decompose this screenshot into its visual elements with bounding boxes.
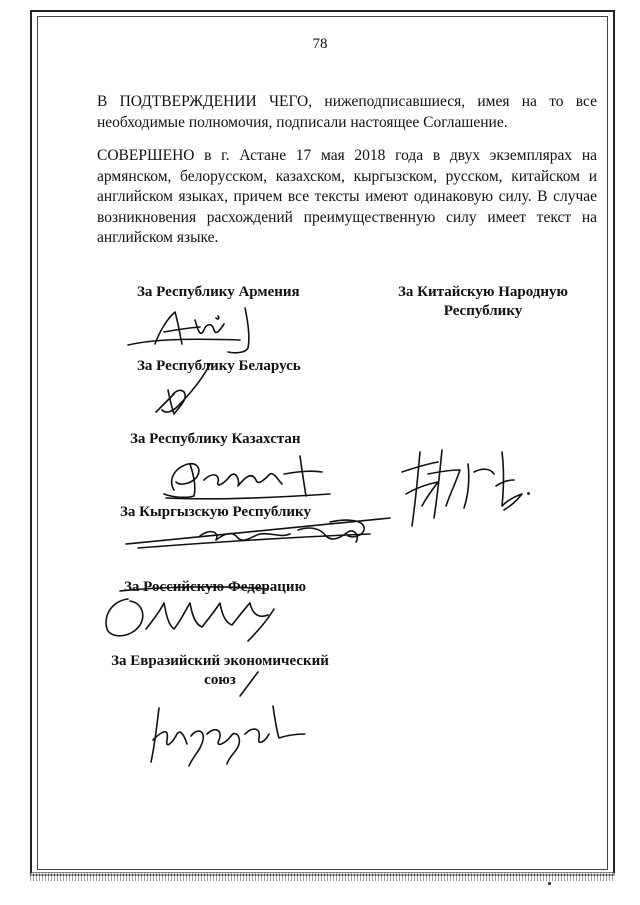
signatory-kazakhstan: За Республику Казахстан: [130, 431, 301, 447]
signatory-china-line2: Республику: [443, 303, 523, 319]
signatory-eaeu-line2: союз: [204, 672, 236, 688]
page-bottom-edge: [30, 872, 615, 881]
confirmation-paragraph: В ПОДТВЕРЖДЕНИИ ЧЕГО, нижеподписавшиеся, имея на то все необходимые полномочия, подписали настоящее Соглашение.: [97, 93, 597, 131]
signature-belarus: [148, 360, 228, 420]
page-mark: [548, 882, 551, 885]
signature-armenia: [120, 300, 270, 360]
signature-china-dot: [527, 492, 530, 495]
signature-eaeu-stroke: [236, 670, 266, 700]
signatory-china: [380, 283, 586, 321]
signature-eaeu: [145, 700, 315, 770]
signature-kazakhstan: [160, 450, 335, 505]
signature-kyrgyzstan: [120, 508, 400, 558]
signatory-kyrgyzstan: За Кыргызскую Республику: [120, 504, 311, 520]
page-inner-border: [37, 16, 608, 870]
signatory-russia: За Российскую Федерацию: [124, 579, 307, 595]
signature-china: [398, 446, 538, 536]
signatory-belarus: За Республику Беларусь: [137, 358, 301, 374]
signatory-eaeu: [96, 652, 344, 690]
done-paragraph: СОВЕРШЕНО в г. Астане 17 мая 2018 года в двух экземплярах на армянском, белорусском, казахском, кыргызском, русском, китайском и английском языках, причем все тексты имеют одинаковую силу. В случае возникновения расхождений преимущественную силу имеет текст на английском языке.: [97, 147, 597, 246]
signatory-china-line1: За Китайскую Народную: [398, 284, 568, 300]
signatory-eaeu-line1: За Евразийский экономический: [111, 653, 329, 669]
signatory-armenia: За Республику Армения: [137, 284, 300, 300]
signature-russia: [98, 585, 288, 645]
page-number: 78: [312, 36, 328, 52]
